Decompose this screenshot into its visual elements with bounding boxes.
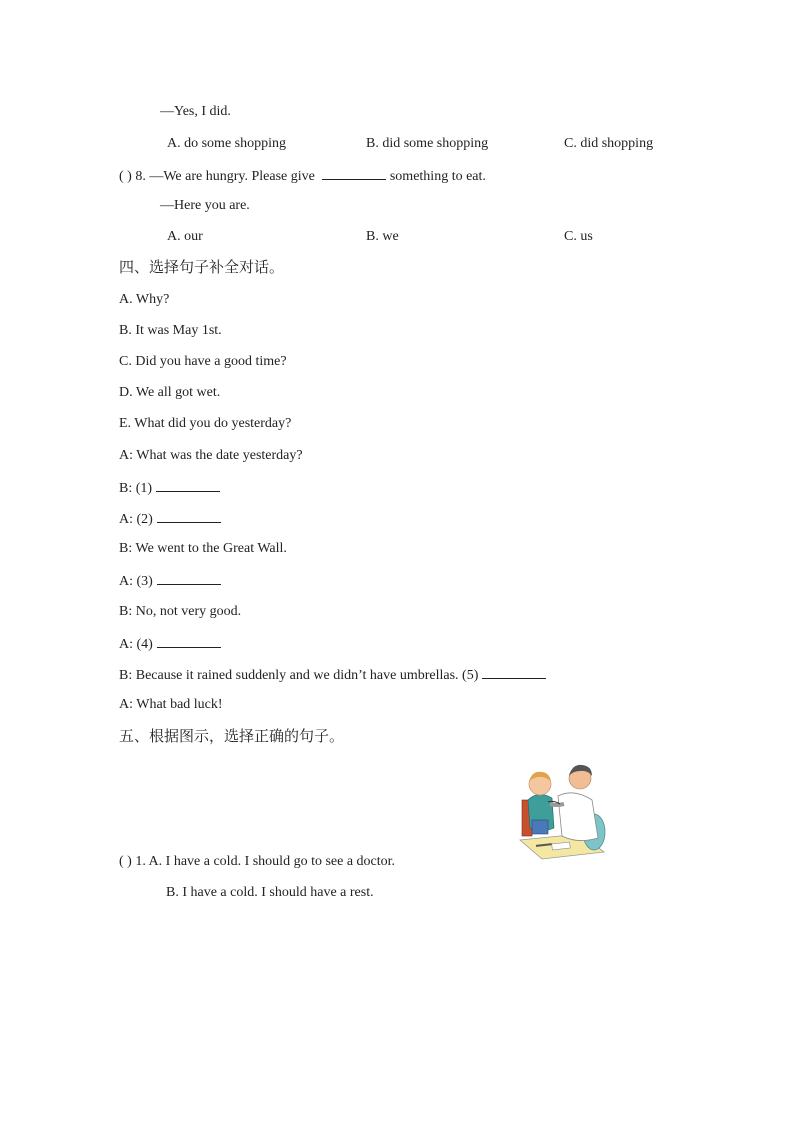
dialogue-line-1	[119, 447, 303, 465]
doctor-examining-child-illustration	[518, 760, 608, 860]
q8-question	[119, 166, 486, 186]
choice-a: A. Why?	[119, 292, 170, 307]
dialogue-text: A: What was the date yesterday?	[119, 448, 303, 463]
s5-q1-option-a: 1. A. I have a cold. I should go to see a doctor.	[135, 854, 396, 869]
answer-blank	[157, 634, 221, 648]
q7-answer: —Yes, I did.	[160, 104, 231, 119]
dialogue-text: A: (4)	[119, 637, 153, 652]
q8-option-c: C. us	[564, 229, 593, 244]
dialogue-text: B: We went to the Great Wall.	[119, 541, 287, 556]
dialogue-text: B: (1)	[119, 481, 153, 496]
answer-blank	[157, 571, 221, 585]
section-5-title: 五、根据图示，选择正确的句子。	[119, 727, 345, 745]
q8-option-a: A. our	[167, 229, 203, 244]
q8-answer: —Here you are.	[160, 198, 250, 213]
choice-c: C. Did you have a good time?	[119, 354, 287, 369]
dialogue-line-7	[119, 634, 221, 654]
dialogue-text: A: What bad luck!	[119, 697, 223, 712]
q7-option-c: C. did shopping	[564, 136, 654, 151]
answer-blank	[157, 509, 221, 523]
q7-option-a: A. do some shopping	[167, 136, 286, 151]
dialogue-text: B: Because it rained suddenly and we didn’t have umbrellas. (5)	[119, 668, 479, 683]
q8-question-tail: something to eat.	[389, 169, 486, 184]
answer-blank	[482, 665, 546, 679]
dialogue-text: B: No, not very good.	[119, 604, 242, 619]
dialogue-line-5	[119, 571, 221, 591]
q8-question-text: 8. —We are hungry. Please give	[135, 169, 315, 184]
answer-paren: ( )	[119, 854, 132, 869]
dialogue-line-2	[119, 478, 220, 498]
choice-e: E. What did you do yesterday?	[119, 416, 292, 431]
answer-paren: ( )	[119, 169, 132, 184]
s5-q1-option-b: B. I have a cold. I should have a rest.	[166, 885, 374, 900]
section-4-title: 四、选择句子补全对话。	[119, 258, 285, 276]
dialogue-line-4	[119, 540, 287, 558]
dialogue-text: A: (2)	[119, 512, 153, 527]
q7-option-b: B. did some shopping	[366, 136, 489, 151]
answer-blank	[156, 478, 220, 492]
dialogue-line-3	[119, 509, 221, 529]
answer-blank	[322, 166, 386, 180]
dialogue-line-6	[119, 603, 241, 621]
choice-d: D. We all got wet.	[119, 385, 221, 400]
dialogue-line-9	[119, 696, 223, 714]
s5-q1-option-a-line	[119, 853, 395, 871]
dialogue-text: A: (3)	[119, 574, 153, 589]
choice-b: B. It was May 1st.	[119, 323, 222, 338]
dialogue-line-8	[119, 665, 546, 685]
q8-option-b: B. we	[366, 229, 399, 244]
